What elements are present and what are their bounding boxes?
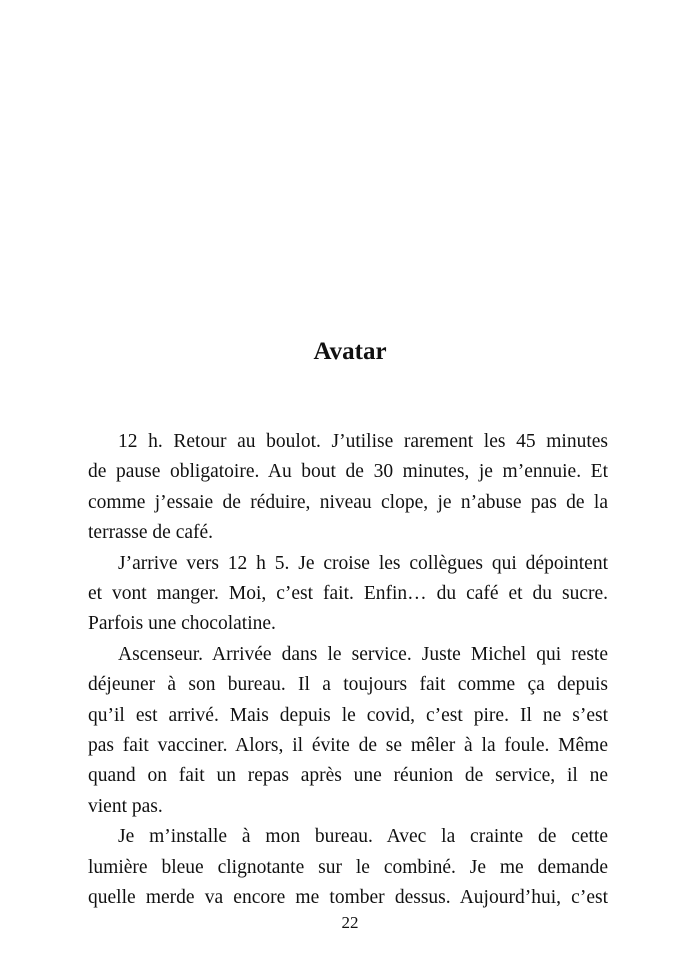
- text-line: qu’il est arrivé. Mais depuis le covid, c’est pire. Il ne s’est: [88, 704, 608, 726]
- page-number: 22: [341, 913, 359, 932]
- chapter-title: Avatar: [313, 338, 387, 365]
- text-line: Je m’installe à mon bureau. Avec la crainte de cette: [118, 826, 608, 848]
- paragraph: [88, 822, 608, 913]
- text-line: lumière bleue clignotante sur le combiné. Je me demande: [88, 856, 608, 878]
- paragraph: [88, 640, 608, 822]
- text-line: de pause obligatoire. Au bout de 30 minutes, je m’ennuie. Et: [88, 461, 608, 483]
- paragraph: [88, 427, 608, 549]
- body-text: [88, 427, 608, 914]
- paragraph: [88, 549, 608, 640]
- text-line: pas fait vacciner. Alors, il évite de se mêler à la foule. Même: [88, 735, 608, 757]
- text-line: Ascenseur. Arrivée dans le service. Juste Michel qui reste: [118, 643, 608, 665]
- text-line: terrasse de café.: [88, 522, 214, 544]
- text-line: Parfois une chocolatine.: [88, 613, 276, 635]
- text-line: vient pas.: [88, 795, 163, 817]
- text-line: J’arrive vers 12 h 5. Je croise les collègues qui dépointent: [118, 552, 608, 574]
- text-line: comme j’essaie de réduire, niveau clope, je n’abuse pas de la: [88, 491, 608, 513]
- text-line: déjeuner à son bureau. Il a toujours fait comme ça depuis: [88, 674, 608, 696]
- text-line: quelle merde va encore me tomber dessus. Aujourd’hui, c’est: [88, 887, 608, 909]
- text-line: 12 h. Retour au boulot. J’utilise rarement les 45 minutes: [118, 431, 608, 452]
- text-line: quand on fait un repas après une réunion de service, il ne: [88, 765, 608, 787]
- text-line: et vont manger. Moi, c’est fait. Enfin… du café et du sucre.: [88, 583, 608, 605]
